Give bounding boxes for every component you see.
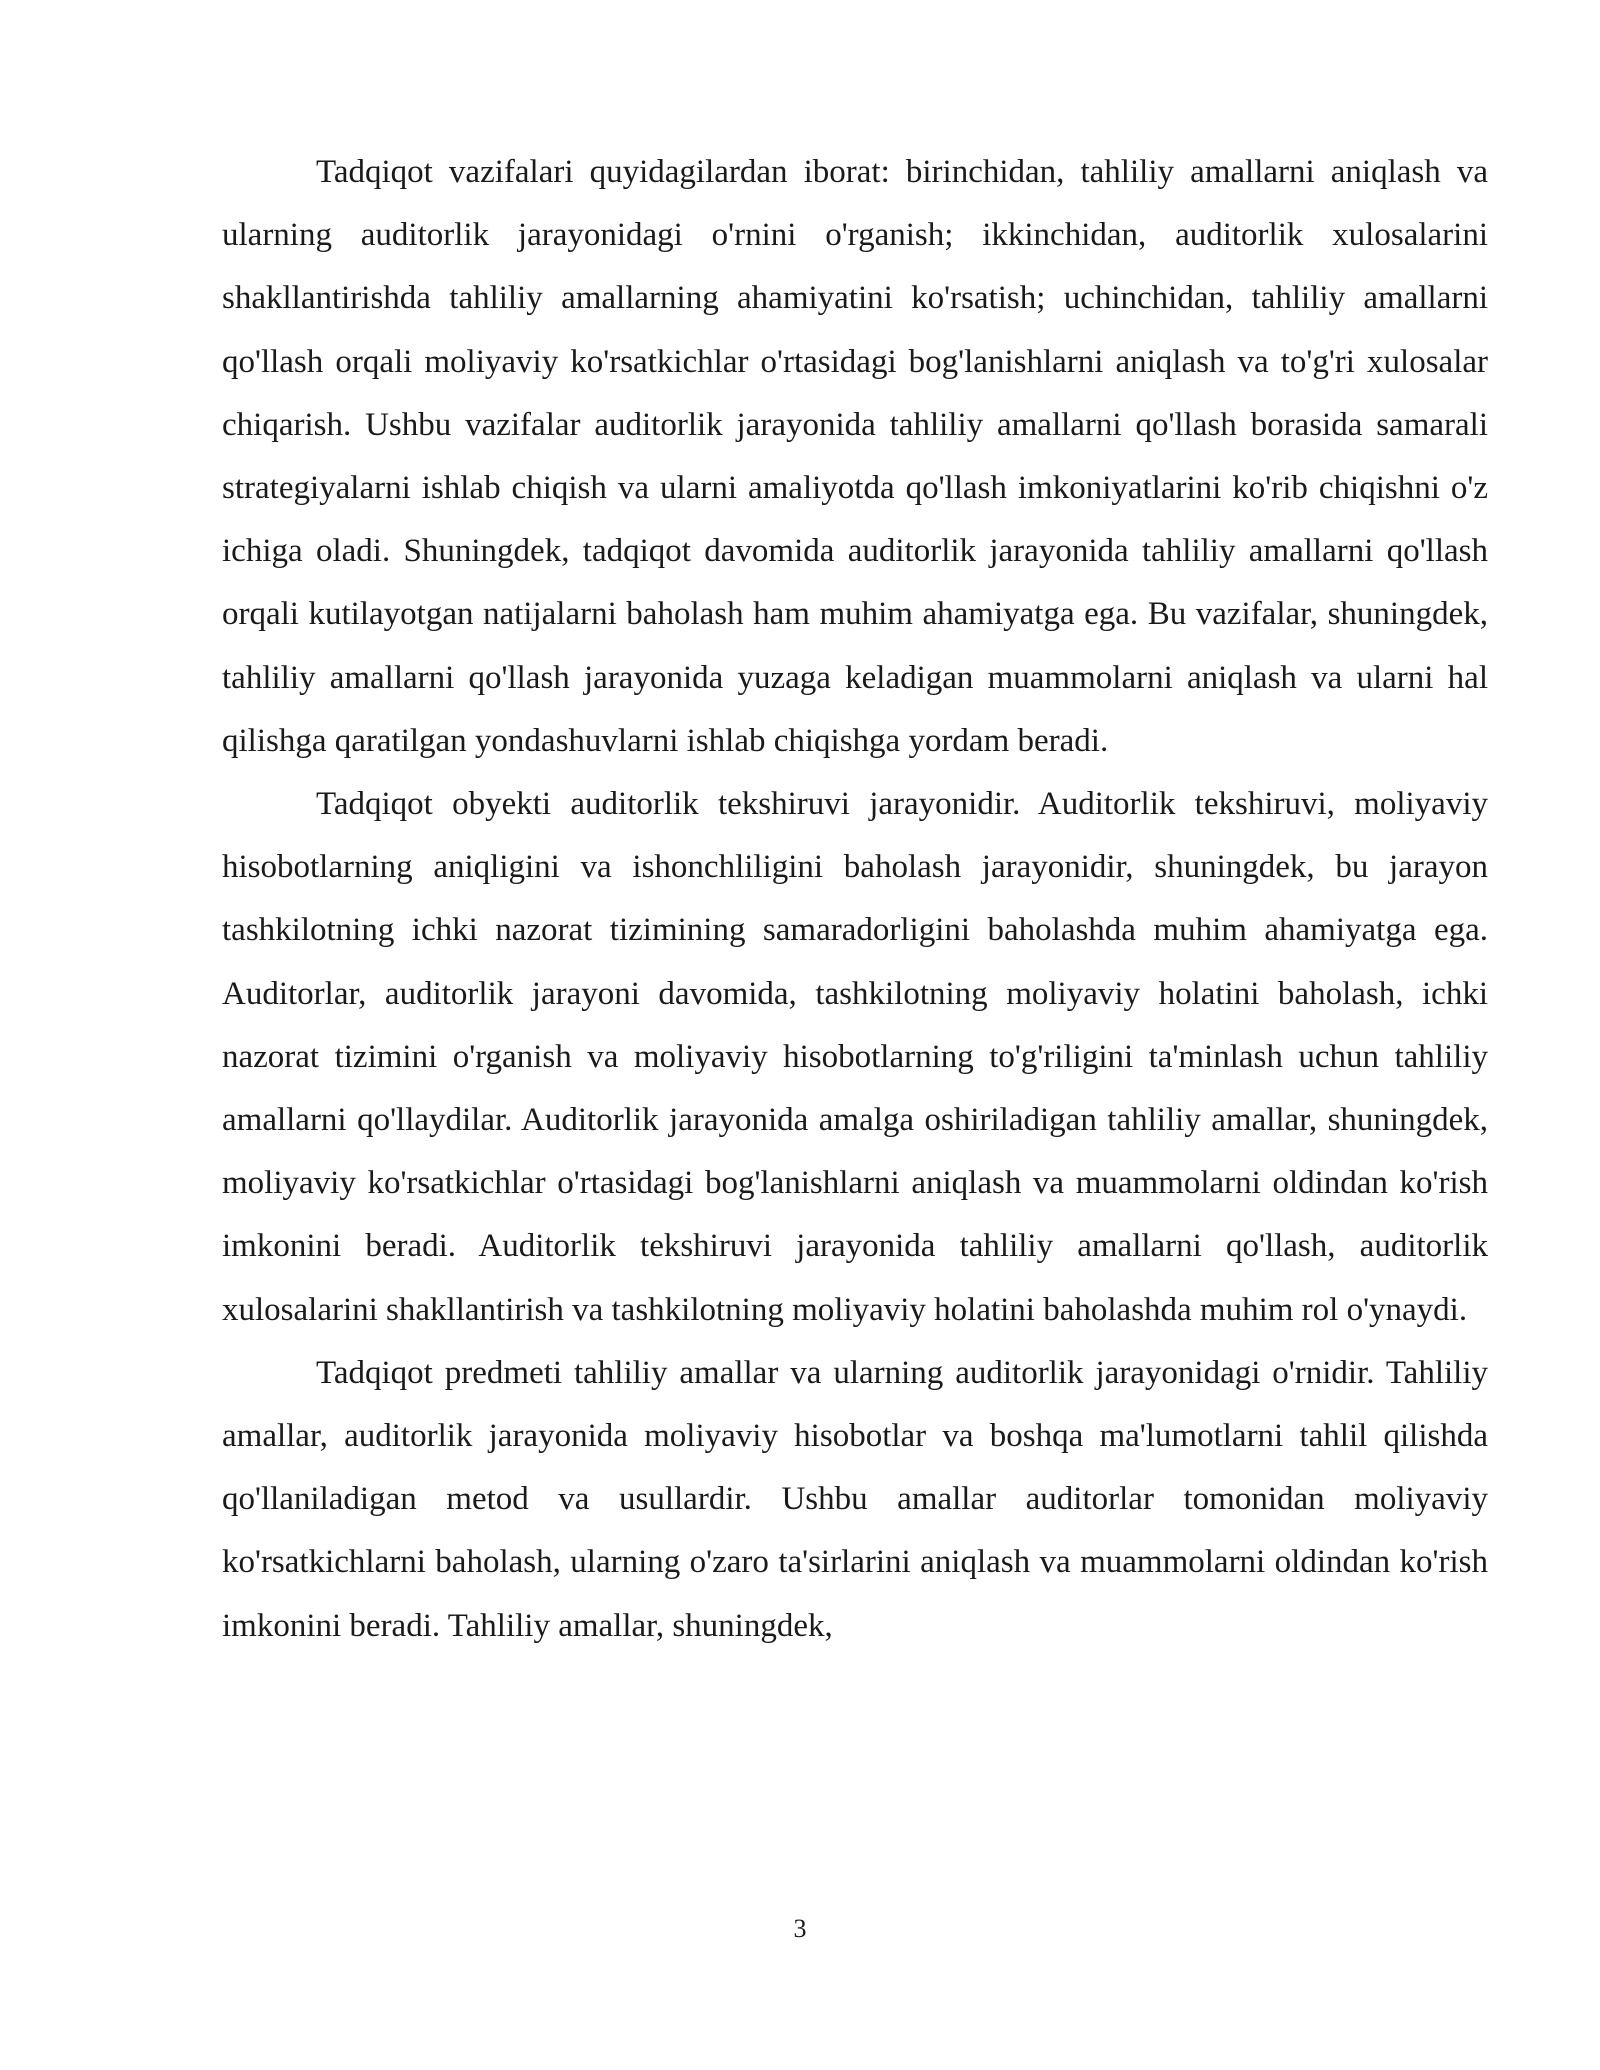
paragraph-research-tasks: Tadqiqot vazifalari quyidagilardan iborat: birinchidan, tahliliy amallarni aniqlash va ularning auditorlik jarayonidagi o'rnini o'rganish; ikkinchidan, auditorlik xulosalarini shakllantirishda tahliliy amallarning ahamiyatini ko'rsatish; uchinchidan, tahliliy amallarni qo'llash orqali moliyaviy ko'rsatkichlar o'rtasidagi bog'lanishlarni aniqlash va to'g'ri xulosalar chiqarish. Ushbu vazifalar auditorlik jarayonida tahliliy amallarni qo'llash borasida samarali strategiyalarni ishlab chiqish va ularni amaliyotda qo'llash imkoniyatlarini ko'rib chiqishni o'z ichiga oladi. Shuningdek, tadqiqot davomida auditorlik jarayonida tahliliy amallarni qo'llash orqali kutilayotgan natijalarni baholash ham muhim ahamiyatga ega. Bu vazifalar, shuningdek, tahliliy amallarni qo'llash jarayonida yuzaga keladigan muammolarni aniqlash va ularni hal qilishga qaratilgan yondashuvlarni ishlab chiqishga yordam beradi. [222,154,1488,759]
document-body [222,141,1488,1658]
paragraph-research-subject: Tadqiqot predmeti tahliliy amallar va ularning auditorlik jarayonidagi o'rnidir. Tahliliy amallar, auditorlik jarayonida moliyaviy hisobotlar va boshqa ma'lumotlarni tahlil qilishda qo'llaniladigan metod va usullardir. Ushbu amallar auditorlar tomonidan moliyaviy ko'rsatkichlarni baholash, ularning o'zaro ta'sirlarini aniqlash va muammolarni oldindan ko'rish imkonini beradi. Tahliliy amallar, shuningdek, [222,1354,1488,1644]
paragraph-research-object: Tadqiqot obyekti auditorlik tekshiruvi jarayonidir. Auditorlik tekshiruvi, moliyaviy hisobotlarning aniqligini va ishonchliligini baholash jarayonidir, shuningdek, bu jarayon tashkilotning ichki nazorat tizimining samaradorligini baholashda muhim ahamiyatga ega. Auditorlar, auditorlik jarayoni davomida, tashkilotning moliyaviy holatini baholash, ichki nazorat tizimini o'rganish va moliyaviy hisobotlarning to'g'riligini ta'minlash uchun tahliliy amallarni qo'llaydilar. Auditorlik jarayonida amalga oshiriladigan tahliliy amallar, shuningdek, moliyaviy ko'rsatkichlar o'rtasidagi bog'lanishlarni aniqlash va muammolarni oldindan ko'rish imkonini beradi. Auditorlik tekshiruvi jarayonida tahliliy amallarni qo'llash, auditorlik xulosalarini shakllantirish va tashkilotning moliyaviy holatini baholashda muhim rol o'ynaydi. [222,786,1488,1328]
page-number: 3 [793,1914,807,1943]
